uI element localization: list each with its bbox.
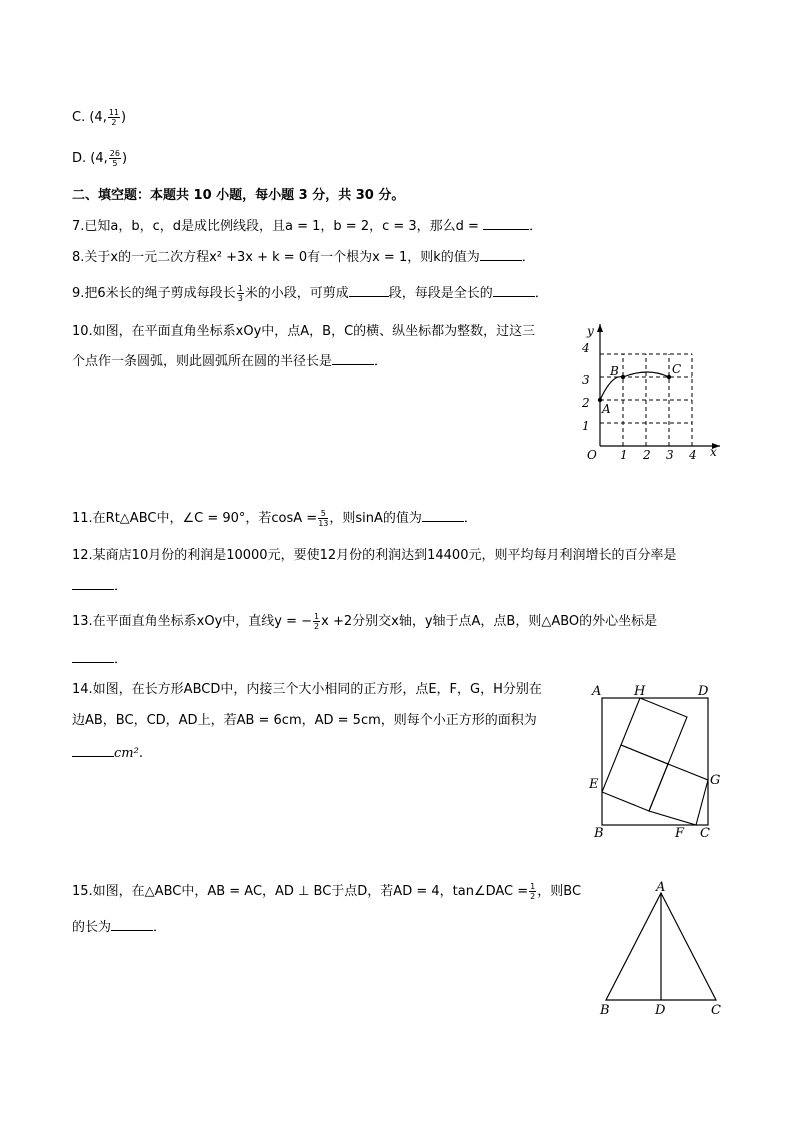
answer-blank[interactable] (111, 918, 153, 931)
q12-end: ． (114, 579, 128, 594)
question-12-line1: 12.某商店10月份的利润是10000元，要使12月份的利润达到14400元，则平均每月利润增长的百分率是 (72, 548, 677, 563)
y-axis-arrow (597, 324, 603, 332)
label-d: D (655, 1003, 666, 1018)
y-tick: 4 (582, 341, 590, 355)
question-9 (72, 284, 548, 304)
q13-part2: x +2分别交x轴，y轴于点A，点B，则△ABO的外心坐标是 (321, 614, 658, 629)
answer-blank[interactable] (349, 284, 389, 297)
x-tick: 4 (689, 448, 697, 462)
q15-part2: ，则BC (537, 884, 582, 899)
q15-text: 的长为 (72, 920, 112, 935)
frac-den: 2 (530, 892, 536, 901)
option-c-open: (4, (89, 110, 107, 125)
question-11 (72, 509, 477, 529)
q8-end: ． (521, 250, 535, 265)
y-axis-label: y (587, 324, 594, 338)
option-c-close: ) (121, 110, 127, 125)
frac-den: 3 (237, 294, 243, 303)
option-d-fraction (109, 149, 121, 168)
frac-den: 5 (112, 159, 118, 168)
label-g: G (710, 773, 721, 788)
frac-num: 5 (318, 509, 328, 519)
y-tick: 3 (582, 373, 590, 387)
q8-text: 8.关于x的一元二次方程x² +3x + k = 0有一个根为x = 1，则k的值为 (72, 250, 480, 265)
square-bottom-left (602, 745, 668, 811)
frac-den: 2 (111, 118, 117, 127)
option-c (72, 108, 126, 128)
label-c: C (711, 1003, 721, 1018)
label-c: C (672, 362, 682, 376)
x-tick: 3 (666, 448, 674, 462)
x-tick: 1 (620, 448, 628, 462)
rectangle-squares-figure (584, 680, 724, 842)
point-c (667, 375, 671, 379)
isosceles-triangle-figure (594, 878, 730, 1020)
question-14-line1: 14.如图，在长方形ABCD中，内接三个大小相同的正方形，点E，F，G，H分别在 (72, 682, 542, 697)
label-a: A (656, 880, 666, 895)
q11-end: ． (463, 511, 477, 526)
answer-blank[interactable] (72, 577, 114, 590)
question-8 (72, 248, 535, 268)
answer-blank[interactable] (72, 650, 114, 663)
option-d-open: (4, (90, 151, 108, 166)
answer-blank[interactable] (72, 744, 114, 757)
x-axis-label: x (710, 445, 717, 459)
y-tick: 1 (582, 419, 590, 433)
frac-den: 2 (314, 622, 320, 631)
label-c: C (700, 826, 710, 841)
q15-fraction (529, 882, 536, 901)
option-c-label: C. (72, 110, 86, 125)
label-b: B (610, 364, 619, 378)
q13-fraction (313, 612, 320, 631)
q14-unit: cm². (114, 746, 143, 761)
frac-num: 26 (109, 149, 120, 158)
frac-num: 1 (314, 612, 320, 621)
q13-end: ． (114, 652, 128, 667)
section-heading: 二、填空题：本题共 10 小题，每小题 3 分，共 30 分。 (72, 188, 405, 203)
label-f: F (675, 826, 685, 841)
label-a: A (602, 402, 611, 416)
answer-blank[interactable] (332, 352, 374, 365)
q7-end: ． (529, 219, 543, 234)
frac-num: 1 (237, 284, 243, 293)
point-b (621, 375, 625, 379)
label-a: A (592, 684, 602, 699)
x-tick: 2 (643, 448, 651, 462)
q15-end: ． (153, 920, 167, 935)
question-13-line1 (72, 612, 657, 632)
q11-fraction (318, 509, 328, 528)
label-b: B (594, 826, 604, 841)
answer-blank[interactable] (493, 284, 535, 297)
option-d (72, 149, 127, 169)
question-15-line1 (72, 882, 581, 902)
coordinate-grid-figure (574, 318, 724, 468)
question-14-line2: 边AB，BC，CD，AD上，若AB = 6cm，AD = 5cm，则每个小正方形的面积为 (72, 713, 537, 728)
question-14-line3 (72, 744, 143, 764)
question-13-line2 (72, 650, 127, 670)
label-e: E (589, 777, 599, 792)
question-12-line2 (72, 577, 127, 597)
question-7 (72, 217, 542, 237)
q9-end: ． (534, 286, 548, 301)
q10-text: 个点作一条圆弧，则此圆弧所在圆的半径长是 (72, 354, 333, 369)
question-15-line2 (72, 918, 166, 938)
frac-den: 13 (318, 519, 329, 528)
y-tick: 2 (582, 396, 590, 410)
origin-label: O (587, 448, 597, 462)
option-d-label: D. (72, 151, 87, 166)
outer-rectangle (602, 698, 708, 825)
q11-part2: ，则sinA的值为 (329, 511, 422, 526)
label-b: B (600, 1003, 610, 1018)
q9-fraction (237, 284, 244, 303)
label-h: H (634, 684, 646, 699)
q15-part1: 15.如图，在△ABC中，AB = AC，AD ⊥ BC于点D，若AD = 4，tan∠DAC = (72, 884, 529, 899)
answer-blank[interactable] (422, 509, 464, 522)
square-bottom-right (649, 764, 708, 825)
q7-text: 7.已知a，b，c，d是成比例线段，且a = 1，b = 2，c = 3，那么d = (72, 219, 484, 234)
question-10-line2 (72, 352, 387, 372)
answer-blank[interactable] (480, 248, 522, 261)
q11-part1: 11.在Rt△ABC中，∠C = 90°，若cosA = (72, 511, 318, 526)
label-d: D (698, 684, 709, 699)
option-d-close: ) (121, 151, 128, 166)
answer-blank[interactable] (483, 217, 529, 230)
frac-num: 1 (530, 882, 536, 891)
q9-part2: 米的小段，可剪成 (244, 286, 349, 301)
q9-part1: 9.把6米长的绳子剪成每段长 (72, 286, 236, 301)
q13-part1: 13.在平面直角坐标系xOy中，直线y = − (72, 614, 313, 629)
square-top (621, 698, 687, 764)
frac-num: 11 (108, 108, 120, 117)
question-10-line1: 10.如图，在平面直角坐标系xOy中，点A，B，C的横、纵坐标都为整数，过这三 (72, 324, 536, 339)
q9-part3: 段，每段是全长的 (388, 286, 493, 301)
option-c-fraction (108, 108, 120, 127)
q10-end: ． (374, 354, 388, 369)
